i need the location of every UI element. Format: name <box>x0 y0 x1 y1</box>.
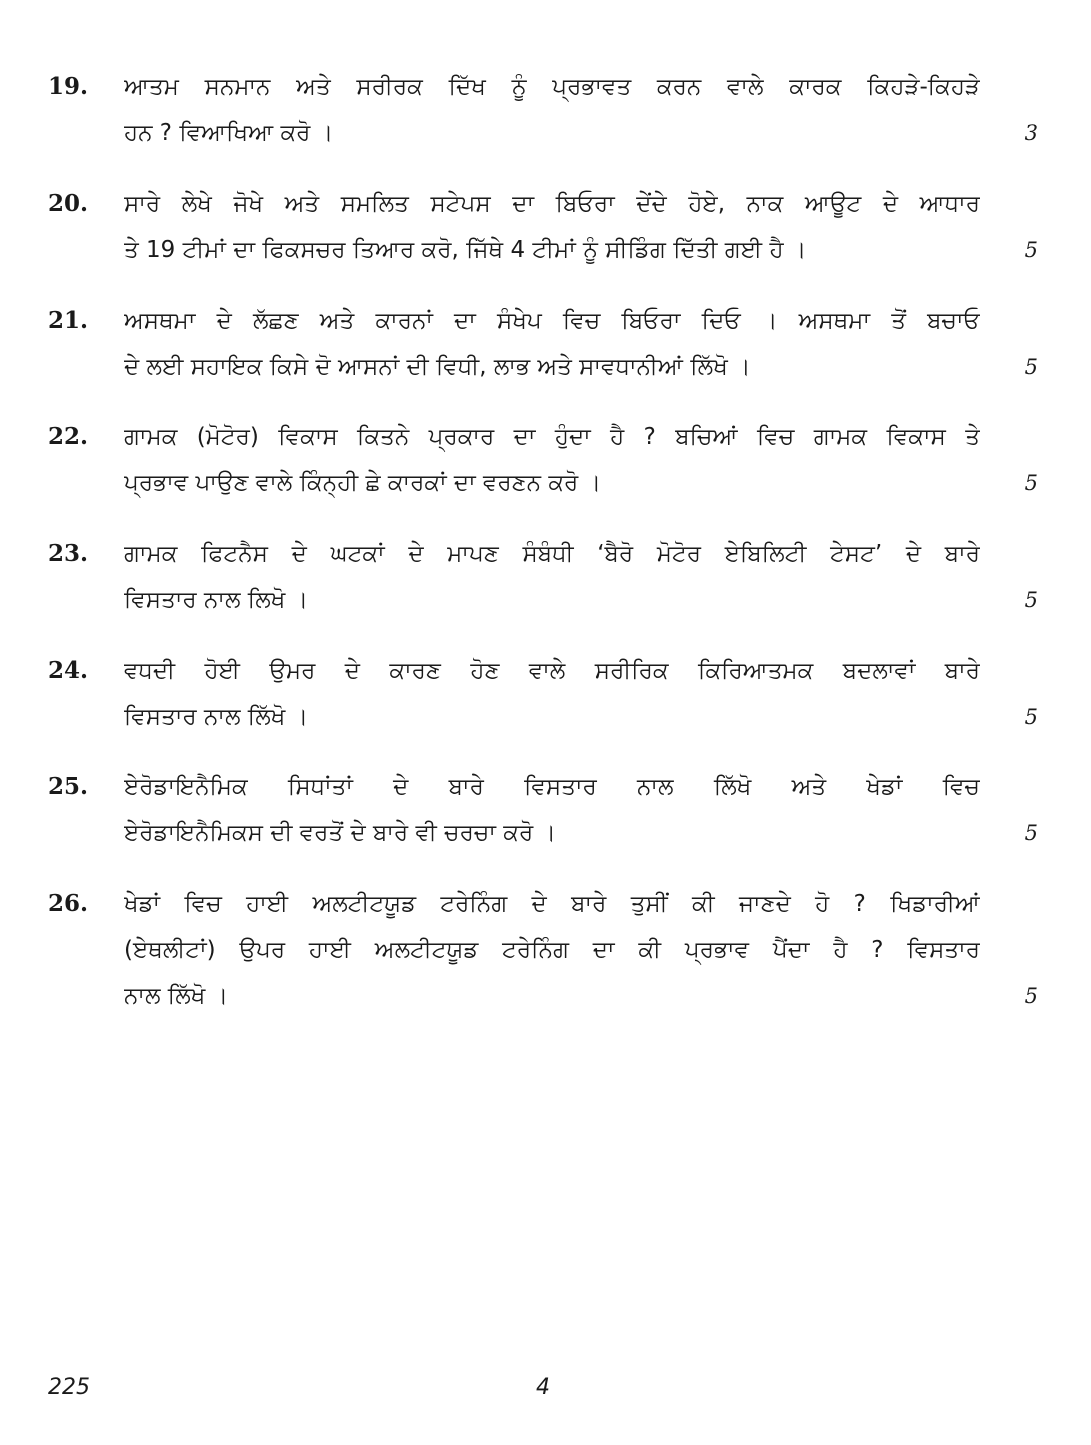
paper-code: 225 <box>48 1375 90 1400</box>
question-marks: 5 <box>1024 471 1038 495</box>
question-marks: 5 <box>1024 984 1038 1008</box>
question-text-line: ਵਿਸਤਾਰ ਨਾਲ ਲਿਖੋ । <box>124 587 309 613</box>
question-number: 25. <box>48 773 89 800</box>
question-number: 23. <box>48 540 89 567</box>
question-text-line: (ਏਥਲੀਟਾਂ) ਉਪਰ ਹਾਈ ਅਲਟੀਟਯੂਡ ਟਰੇਨਿੰਗ ਦਾ ਕੀ ਪ੍ਰਭਾਵ ਪੈਂਦਾ ਹੈ ? ਵਿਸਤਾਰ <box>124 937 980 963</box>
question-marks: 5 <box>1024 588 1038 612</box>
question-number: 26. <box>48 890 89 917</box>
question-marks: 5 <box>1024 821 1038 845</box>
question-number: 19. <box>48 73 89 100</box>
question-text-line: ਪ੍ਰਭਾਵ ਪਾਉਣ ਵਾਲੇ ਕਿੰਨ੍ਹੀ ਛੇ ਕਾਰਕਾਂ ਦਾ ਵਰਣਨ ਕਰੋ । <box>124 470 602 496</box>
question-marks: 5 <box>1024 705 1038 729</box>
question-marks: 3 <box>1024 121 1038 145</box>
question-marks: 5 <box>1024 238 1038 262</box>
question-text-line: ਦੇ ਲਈ ਸਹਾਇਕ ਕਿਸੇ ਦੋ ਆਸਨਾਂ ਦੀ ਵਿਧੀ, ਲਾਭ ਅਤੇ ਸਾਵਧਾਨੀਆਂ ਲਿੱਖੋ । <box>124 354 751 380</box>
question-text-line: ਅਸਥਮਾ ਦੇ ਲੱਛਣ ਅਤੇ ਕਾਰਨਾਂ ਦਾ ਸੰਖੇਪ ਵਿਚ ਬਿਓਰਾ ਦਿਓ । ਅਸਥਮਾ ਤੋਂ ਬਚਾਓ <box>124 308 980 334</box>
question-text-line: ਨਾਲ ਲਿੱਖੋ । <box>124 983 229 1009</box>
question-text-line: ਆਤਮ ਸਨਮਾਨ ਅਤੇ ਸਰੀਰਕ ਦਿੱਖ ਨੂੰ ਪ੍ਰਭਾਵਤ ਕਰਨ ਵਾਲੇ ਕਾਰਕ ਕਿਹੜੇ-ਕਿਹੜੇ <box>124 74 980 100</box>
question-text-line: ਖੇਡਾਂ ਵਿਚ ਹਾਈ ਅਲਟੀਟਯੂਡ ਟਰੇਨਿੰਗ ਦੇ ਬਾਰੇ ਤੁਸੀਂ ਕੀ ਜਾਣਦੇ ਹੋ ? ਖਿਡਾਰੀਆਂ <box>124 891 980 917</box>
question-text-line: ਹਨ ? ਵਿਆਖਿਆ ਕਰੋ । <box>124 120 334 146</box>
question-text-line: ਗਾਮਕ ਫਿਟਨੈਸ ਦੇ ਘਟਕਾਂ ਦੇ ਮਾਪਣ ਸੰਬੰਧੀ ‘ਬੈਰੋ ਮੋਟੋਰ ਏਬਿਲਿਟੀ ਟੇਸਟ’ ਦੇ ਬਾਰੇ <box>124 541 980 567</box>
question-number: 20. <box>48 190 89 217</box>
question-text-line: ਏਰੋਡਾਇਨੈਮਿਕ ਸਿਧਾਂਤਾਂ ਦੇ ਬਾਰੇ ਵਿਸਤਾਰ ਨਾਲ ਲਿੱਖੋ ਅਤੇ ਖੇਡਾਂ ਵਿਚ <box>124 774 980 800</box>
question-number: 22. <box>48 423 89 450</box>
question-text-line: ਏਰੋਡਾਇਨੈਮਿਕਸ ਦੀ ਵਰਤੋਂ ਦੇ ਬਾਰੇ ਵੀ ਚਰਚਾ ਕਰੋ । <box>124 820 557 846</box>
question-text-line: ਗਾਮਕ (ਮੋਟੋਰ) ਵਿਕਾਸ ਕਿਤਨੇ ਪ੍ਰਕਾਰ ਦਾ ਹੁੰਦਾ ਹੈ ? ਬਚਿਆਂ ਵਿਚ ਗਾਮਕ ਵਿਕਾਸ ਤੇ <box>124 424 980 450</box>
question-number: 21. <box>48 307 89 334</box>
question-text-line: ਸਾਰੇ ਲੇਖੇ ਜੋਖੇ ਅਤੇ ਸਮਲਿਤ ਸਟੇਪਸ ਦਾ ਬਿਓਰਾ ਦੇਂਦੇ ਹੋਏ, ਨਾਕ ਆਊਟ ਦੇ ਆਧਾਰ <box>124 191 980 217</box>
question-text-line: ਵਿਸਤਾਰ ਨਾਲ ਲਿੱਖੋ । <box>124 704 309 730</box>
question-number: 24. <box>48 657 89 684</box>
question-text-line: ਤੇ 19 ਟੀਮਾਂ ਦਾ ਫਿਕਸਚਰ ਤਿਆਰ ਕਰੋ, ਜਿੱਥੇ 4 ਟੀਮਾਂ ਨੂੰ ਸੀਡਿੰਗ ਦਿੱਤੀ ਗਈ ਹੈ । <box>124 237 807 263</box>
question-marks: 5 <box>1024 355 1038 379</box>
question-text-line: ਵਧਦੀ ਹੋਈ ਉਮਰ ਦੇ ਕਾਰਣ ਹੋਣ ਵਾਲੇ ਸਰੀਰਿਕ ਕਿਰਿਆਤਮਕ ਬਦਲਾਵਾਂ ਬਾਰੇ <box>124 658 980 684</box>
page-number: 4 <box>536 1375 550 1400</box>
